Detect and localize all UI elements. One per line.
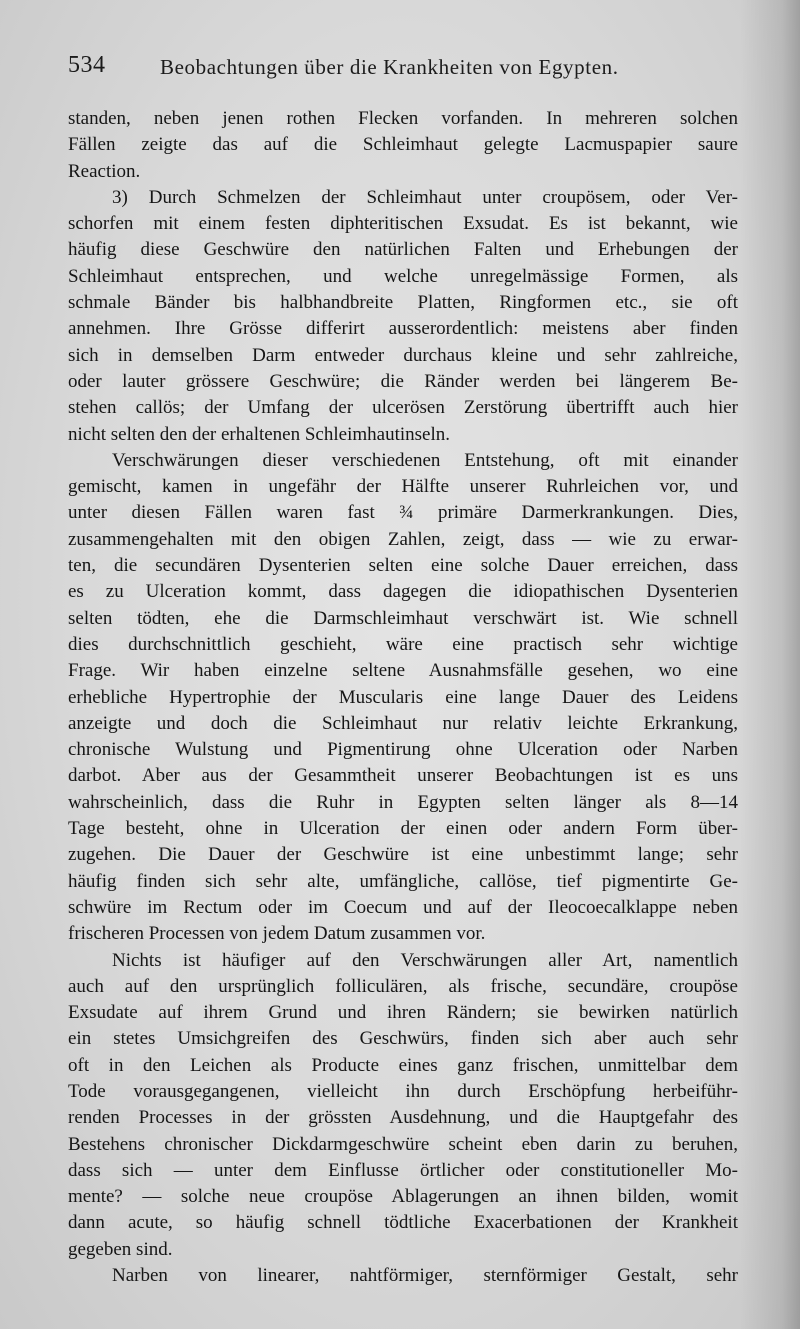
text-line: Narben von linearer, nahtförmiger, sternförmiger Gestalt, sehr xyxy=(112,1265,738,1287)
text-line: wahrscheinlich, dass die Ruhr in Egypten selten länger als 8—14 xyxy=(68,791,738,813)
text-line: Exsudate auf ihrem Grund und ihren Rändern; sie bewirken natürlich xyxy=(68,1002,738,1024)
text-line: ten, die secundären Dysenterien selten eine solche Dauer erreichen, dass xyxy=(68,555,738,577)
text-line: Verschwärungen dieser verschiedenen Entstehung, oft mit einander xyxy=(112,449,738,471)
text-line: Tode vorausgegangenen, vielleicht ihn durch Erschöpfung herbeiführ- xyxy=(68,1080,738,1102)
text-line: Fällen zeigte das auf die Schleimhaut gelegte Lacmuspapier saure xyxy=(68,134,738,156)
text-line: renden Processes in der grössten Ausdehnung, und die Hauptgefahr des xyxy=(68,1107,738,1129)
text-line: schwüre im Rectum oder im Coecum und auf der Ileocoecalklappe neben xyxy=(68,896,738,918)
page-header xyxy=(68,52,738,86)
text-line: annehmen. Ihre Grösse differirt ausserordentlich: meistens aber finden xyxy=(68,318,738,340)
text-line: häufig diese Geschwüre den natürlichen Falten und Erhebungen der xyxy=(68,239,738,261)
text-line: 3) Durch Schmelzen der Schleimhaut unter croupösem, oder Ver- xyxy=(112,186,738,208)
text-line: schorfen mit einem festen diphteritischen Exsudat. Es ist bekannt, wie xyxy=(68,213,738,235)
text-line: es zu Ulceration kommt, dass dagegen die idiopathischen Dysenterien xyxy=(68,581,738,603)
text-line: frischeren Processen von jedem Datum zusammen vor. xyxy=(68,923,486,945)
text-line: oder lauter grössere Geschwüre; die Ränder werden bei längerem Be- xyxy=(68,370,738,392)
text-line: zugehen. Die Dauer der Geschwüre ist eine unbestimmt lange; sehr xyxy=(68,844,738,866)
text-line: häufig finden sich sehr alte, umfängliche, callöse, tief pigmentirte Ge- xyxy=(68,870,738,892)
text-line: dann acute, so häufig schnell tödtliche Exacerbationen der Krankheit xyxy=(68,1212,738,1234)
text-line: erhebliche Hypertrophie der Muscularis eine lange Dauer des Leidens xyxy=(68,686,738,708)
text-line: darbot. Aber aus der Gesammtheit unserer Beobachtungen ist es uns xyxy=(68,765,738,787)
text-line: Bestehens chronischer Dickdarmgeschwüre scheint eben darin zu beruhen, xyxy=(68,1133,738,1155)
text-line: dass sich — unter dem Einflusse örtlicher oder constitutioneller Mo- xyxy=(68,1159,738,1181)
text-line: dies durchschnittlich geschieht, wäre eine practisch sehr wichtige xyxy=(68,633,738,655)
body-text xyxy=(68,106,738,1289)
text-line: gemischt, kamen in ungefähr der Hälfte unserer Ruhrleichen vor, und xyxy=(68,476,738,498)
text-line: chronische Wulstung und Pigmentirung ohne Ulceration oder Narben xyxy=(68,739,738,761)
page-number: 534 xyxy=(68,52,106,78)
text-line: schmale Bänder bis halbhandbreite Platten, Ringformen etc., sie oft xyxy=(68,292,738,314)
text-line: Schleimhaut entsprechen, und welche unregelmässige Formen, als xyxy=(68,265,738,287)
text-line: oft in den Leichen als Producte eines ganz frischen, unmittelbar dem xyxy=(68,1054,738,1076)
text-line: Tage besteht, ohne in Ulceration der einen oder andern Form über- xyxy=(68,818,738,840)
text-line: selten tödten, ehe die Darmschleimhaut verschwärt ist. Wie schnell xyxy=(68,607,738,629)
text-line: nicht selten den der erhaltenen Schleimhautinseln. xyxy=(68,423,450,445)
text-line: Frage. Wir haben einzelne seltene Ausnahmsfälle gesehen, wo eine xyxy=(68,660,738,682)
text-line: ein stetes Umsichgreifen des Geschwürs, finden sich aber auch sehr xyxy=(68,1028,738,1050)
text-line: anzeigte und doch die Schleimhaut nur relativ leichte Erkrankung, xyxy=(68,712,738,734)
text-line: gegeben sind. xyxy=(68,1238,173,1260)
text-line: mente? — solche neue croupöse Ablagerungen an ihnen bilden, womit xyxy=(68,1186,738,1208)
text-line: stehen callös; der Umfang der ulcerösen Zerstörung übertrifft auch hier xyxy=(68,397,738,419)
text-line: Nichts ist häufiger auf den Verschwärungen aller Art, namentlich xyxy=(112,949,738,971)
page-edge-shadow xyxy=(740,0,800,1329)
text-line: auch auf den ursprünglich folliculären, als frische, secundäre, croupöse xyxy=(68,975,738,997)
running-head: Beobachtungen über die Krankheiten von Egypten. xyxy=(160,55,619,79)
text-line: unter diesen Fällen waren fast ¾ primäre Darmerkrankungen. Dies, xyxy=(68,502,738,524)
text-line: zusammengehalten mit den obigen Zahlen, zeigt, dass — wie zu erwar- xyxy=(68,528,738,550)
text-line: sich in demselben Darm entweder durchaus kleine und sehr zahlreiche, xyxy=(68,344,738,366)
text-line: standen, neben jenen rothen Flecken vorfanden. In mehreren solchen xyxy=(68,108,738,129)
text-line: Reaction. xyxy=(68,160,141,182)
